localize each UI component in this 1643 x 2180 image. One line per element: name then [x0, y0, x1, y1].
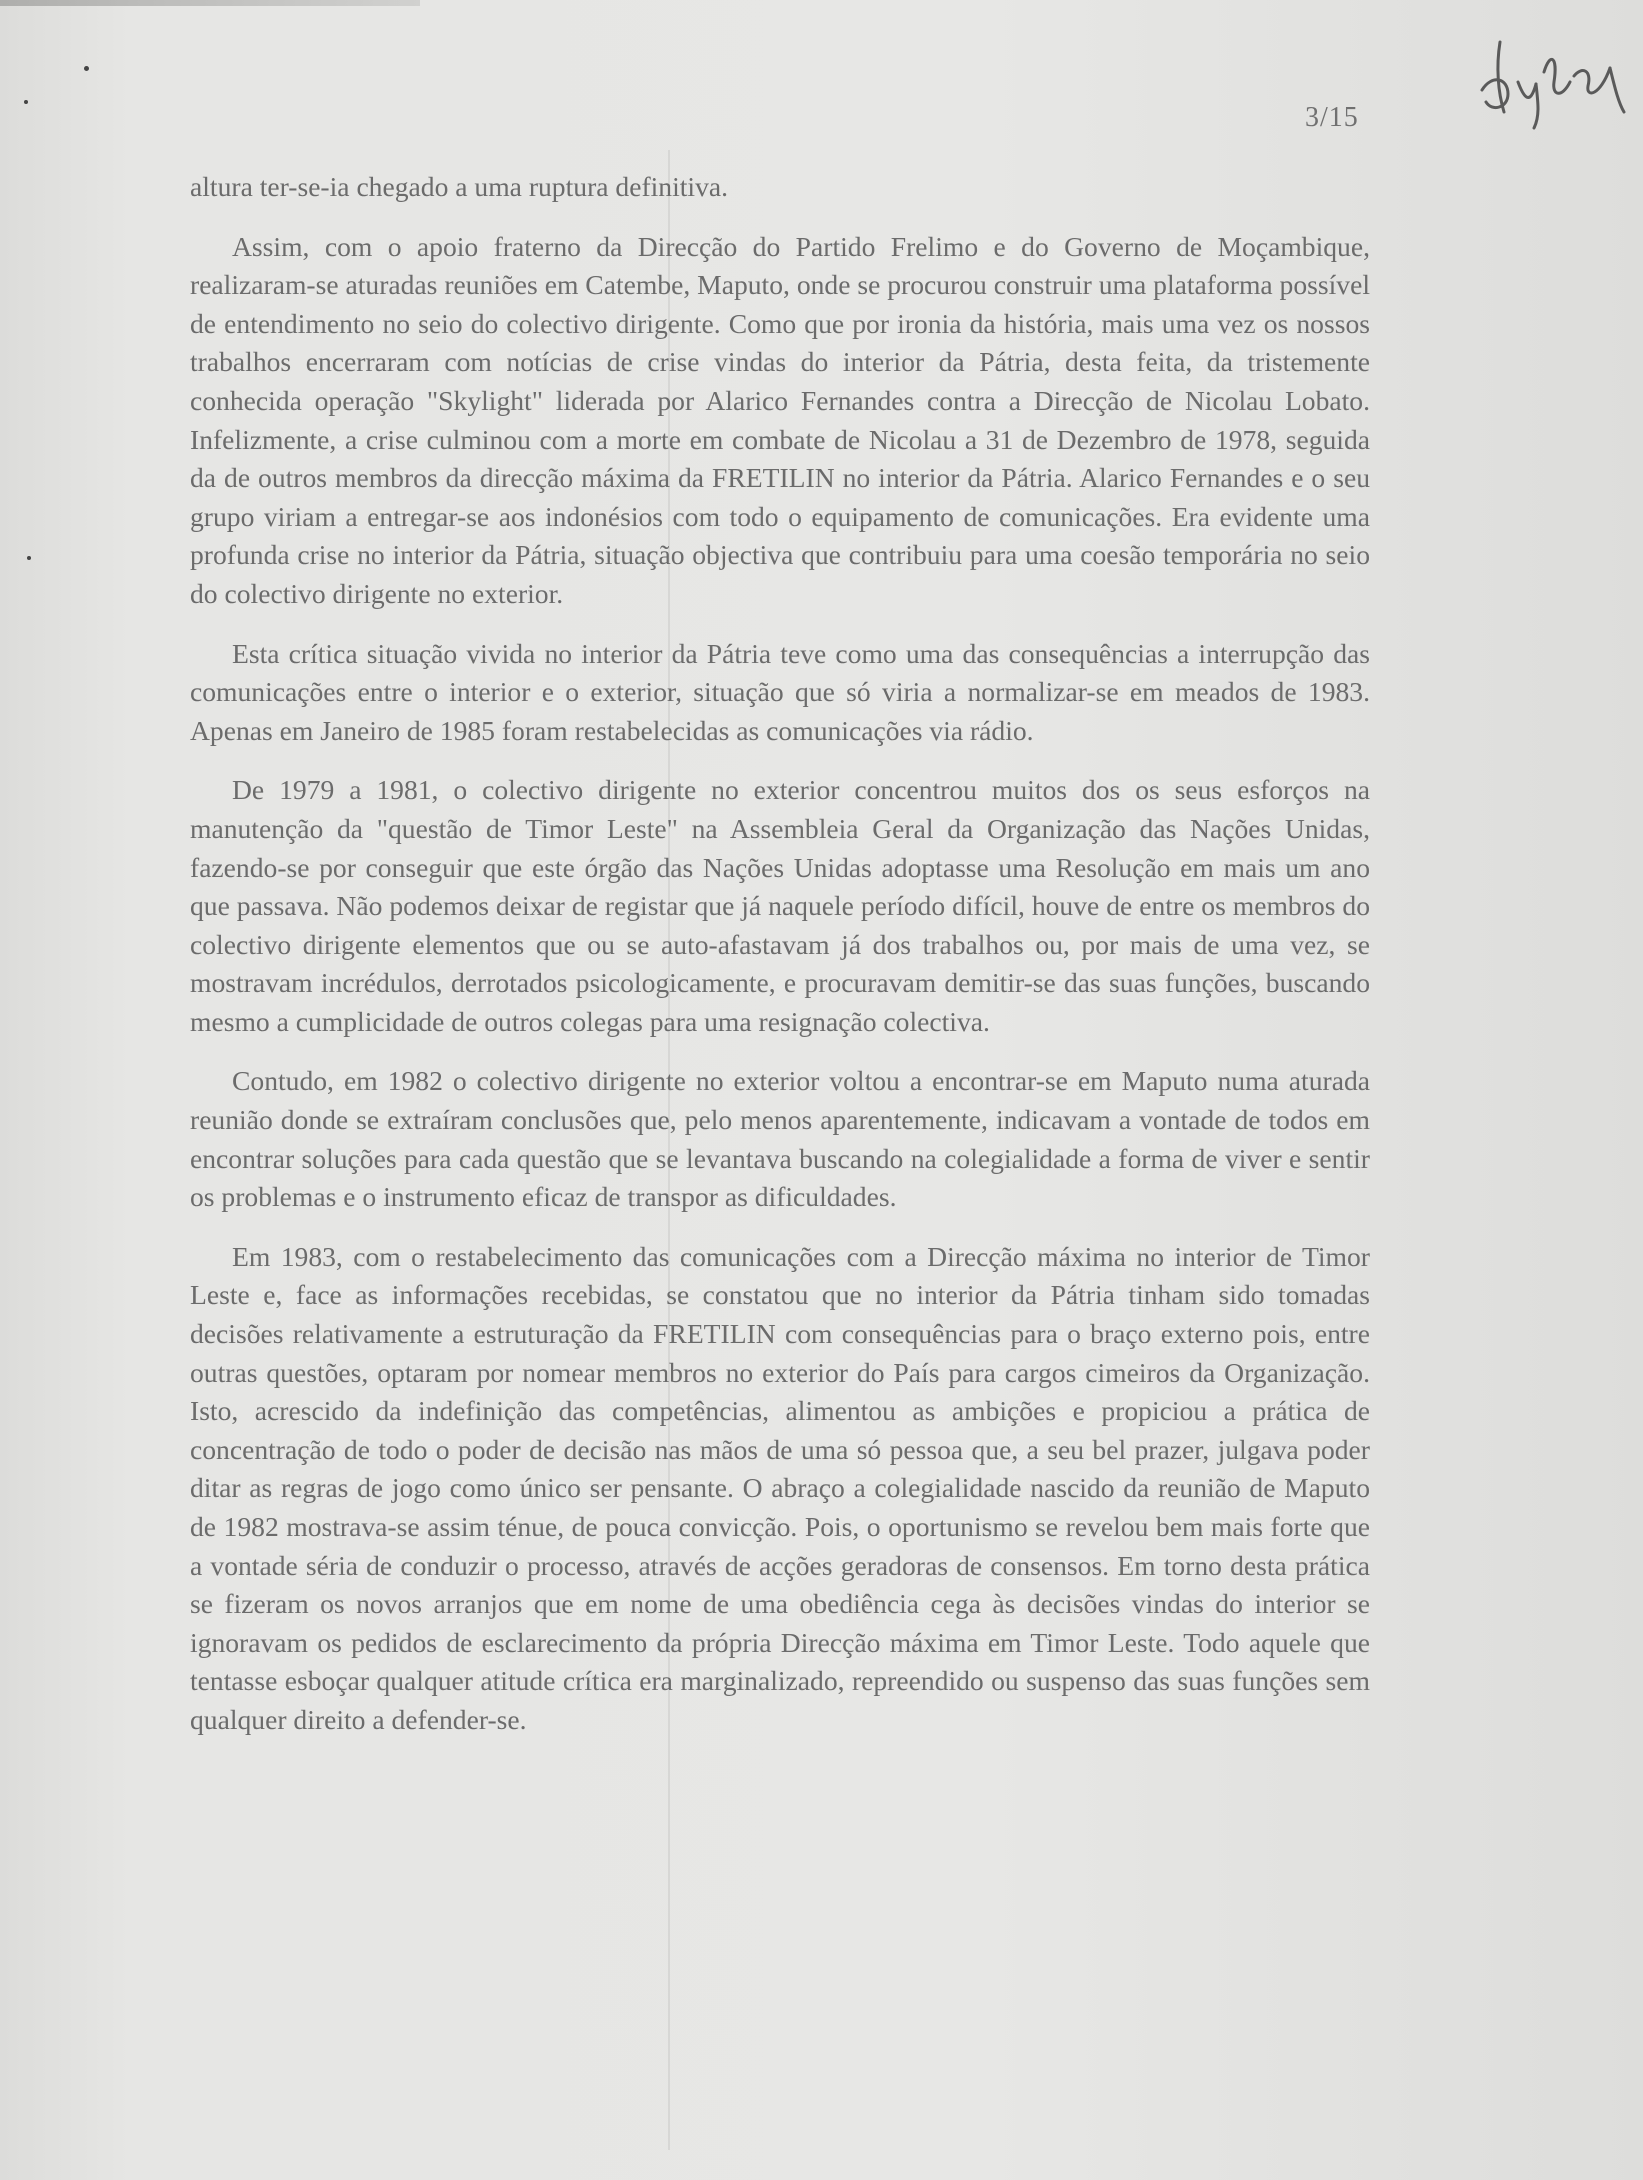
scan-speck	[27, 556, 31, 560]
scan-speck	[24, 100, 28, 104]
paragraph: Esta crítica situação vivida no interior da Pátria teve como uma das consequências a interrupção das comunicações entre o interior e o exterior, situação que só viria a normalizar-se em meados de 1983. Apenas em Janeiro de 1985 foram restabelecidas as comunicações via rádio.	[190, 637, 1370, 746]
scan-edge-mark	[0, 0, 420, 6]
paragraph: Contudo, em 1982 o colectivo dirigente no exterior voltou a encontrar-se em Maputo numa aturada reunião donde se extraíram conclusões que, pelo menos aparentemente, indicavam a vontade de todos em encontrar soluções para cada questão que se levantava buscando na colegialidade a forma de viver e sentir os problemas e o instrumento eficaz de transpor as dificuldades.	[190, 1065, 1370, 1213]
paragraph: Assim, com o apoio fraterno da Direcção do Partido Frelimo e do Governo de Moçambique, realizaram-se aturadas reuniões em Catembe, Maputo, onde se procurou construir uma plataforma possível de entendimento no seio do colectivo dirigente. Como que por ironia da história, mais uma vez os nossos trabalhos encerraram com notícias de crise vindas do interior da Pátria, desta feita, da tristemente conhecida operação "Skylight" liderada por Alarico Fernandes contra a Direcção de Nicolau Lobato. Infelizmente, a crise culminou com a morte em combate de Nicolau a 31 de Dezembro de 1978, seguida da de outros membros da direcção máxima da FRETILIN no interior da Pátria. Alarico Fernandes e o seu grupo viriam a entregar-se aos indonésios com todo o equipamento de comunicações. Era evidente uma profunda crise no interior da Pátria, situação objectiva que contribuiu para uma coesão temporária no seio do colectivo dirigente no exterior.	[190, 230, 1370, 609]
paragraph: Em 1983, com o restabelecimento das comunicações com a Direcção máxima no interior de Timor Leste e, face as informações recebidas, se constatou que no interior da Pátria tinham sido tomadas decisões relativamente a estruturação da FRETILIN com consequências para o braço externo pois, entre outras questões, optaram por nomear membros no exterior do País para cargos cimeiros da Organização. Isto, acrescido da indefinição das competências, alimentou as ambições e propiciou a prática de concentração de todo o poder de decisão nas mãos de uma só pessoa que, a seu bel prazer, julgava poder ditar as regras de jogo como único ser pensante. O abraço a colegialidade nascido da reunião de Maputo de 1982 mostrava-se assim ténue, de pouca convicção. Pois, o oportunismo se revelou bem mais forte que a vontade séria de conduzir o processo, através de acções geradoras de consensos. Em torno desta prática se fizeram os novos arranjos que em nome de uma obediência cega às decisões vindas do interior se ignoravam os pedidos de esclarecimento da própria Direcção máxima em Timor Leste. Todo aquele que tentasse esboçar qualquer atitude crítica era marginalizado, repreendido ou suspenso das suas funções sem qualquer direito a defender-se.	[190, 1240, 1370, 1735]
document-body	[190, 168, 1370, 1761]
page-number: 3/15	[1305, 102, 1359, 133]
paragraph-continuation: altura ter-se-ia chegado a uma ruptura definitiva.	[190, 171, 729, 202]
handwritten-initials	[1478, 12, 1628, 132]
paragraph: De 1979 a 1981, o colectivo dirigente no exterior concentrou muitos dos os seus esforços na manutenção da "questão de Timor Leste" na Assembleia Geral da Organização das Nações Unidas, fazendo-se por conseguir que este órgão das Nações Unidas adoptasse uma Resolução em mais um ano que passava. Não podemos deixar de registar que já naquele período difícil, houve de entre os membros do colectivo dirigente elementos que ou se auto-afastavam já dos trabalhos ou, por mais de uma vez, se mostravam incrédulos, derrotados psicologicamente, e procuravam demitir-se das suas funções, buscando mesmo a cumplicidade de outros colegas para uma resignação colectiva.	[190, 774, 1370, 1037]
scan-speck	[84, 66, 89, 71]
